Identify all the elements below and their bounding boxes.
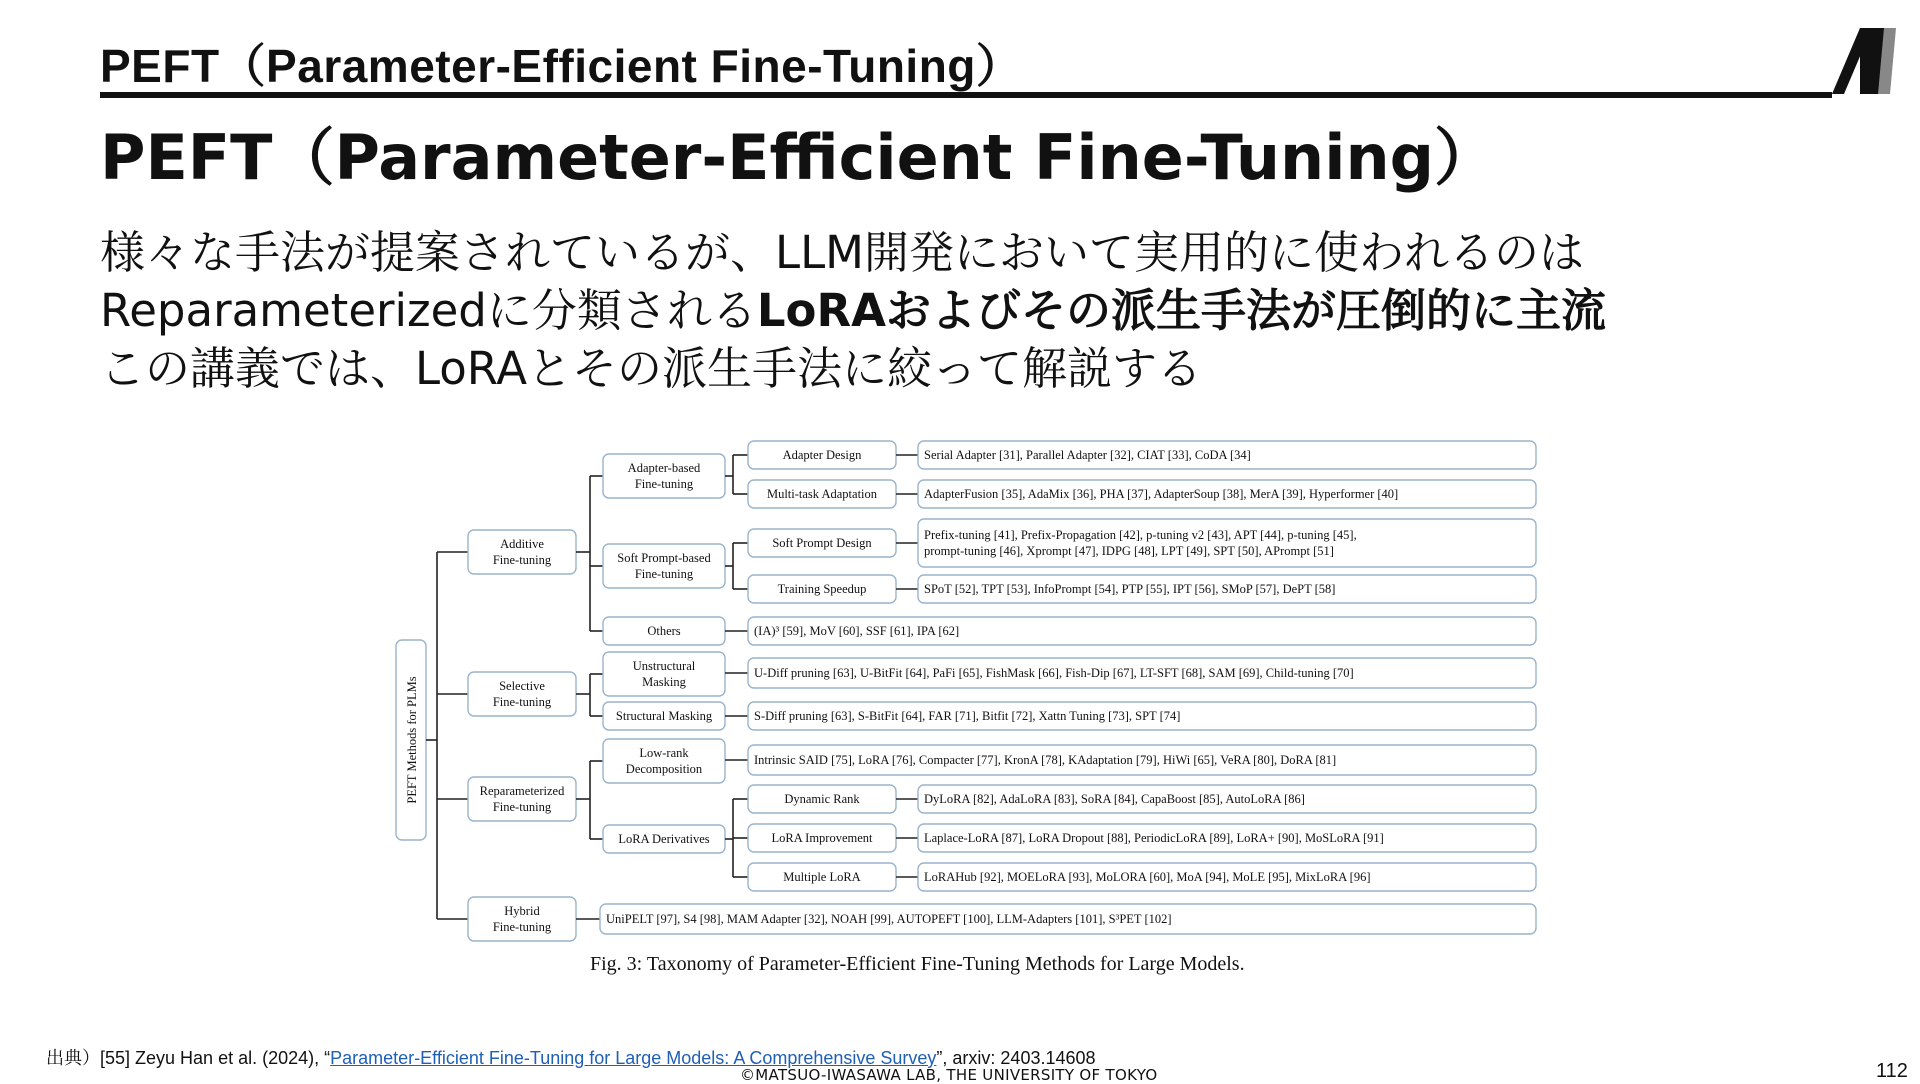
leaf-trainingspeedup — [918, 575, 1536, 603]
leaf-multitask-text: AdapterFusion [35], AdaMix [36], PHA [37], AdapterSoup [38], MerA [39], Hyperformer [40] — [924, 487, 1399, 501]
leaf-hybrid-text: UniPELT [97], S4 [98], MAM Adapter [32], NOAH [99], AUTOPEFT [100], LLM-Adapters [101], S³PET [102] — [606, 912, 1172, 926]
copyright: ©MATSUO-IWASAWA LAB, THE UNIVERSITY OF TOKYO — [740, 1066, 1158, 1084]
node-loraimprovement — [748, 824, 896, 852]
leaf-softpromptdesign-text: Prefix-tuning [41], Prefix-Propagation [42], p-tuning v2 [43], APT [44], p-tuning [45], — [924, 528, 1357, 542]
node-lowrank — [603, 739, 725, 783]
slide-title: PEFT（Parameter-Efficient Fine-Tuning） — [100, 121, 1496, 194]
node-adapterdesign-text: Adapter Design — [782, 448, 862, 462]
node-softpromptdesign-text: Soft Prompt Design — [772, 536, 872, 550]
node-multiplelora-text: Multiple LoRA — [783, 870, 861, 884]
node-others-text: Others — [647, 624, 681, 638]
leaf-loraimprovement-text: Laplace-LoRA [87], LoRA Dropout [88], PeriodicLoRA [89], LoRA+ [90], MoSLoRA [91] — [924, 831, 1384, 845]
leaf-unstructural-text: U-Diff pruning [63], U-BitFit [64], PaFi [65], FishMask [66], Fish-Dip [67], LT-SFT [68], SAM [69], Child-tuning [70] — [754, 666, 1354, 680]
node-hybrid-text: Hybrid — [504, 904, 540, 918]
node-hybrid — [468, 897, 576, 941]
figure-caption: Fig. 3: Taxonomy of Parameter-Efficient Fine-Tuning Methods for Large Models. — [590, 953, 1245, 975]
source-suffix: ”, arxiv: 2403.14608 — [936, 1048, 1096, 1068]
root-node-text: PEFT Methods for PLMs — [405, 676, 419, 804]
leaf-unstructural — [748, 658, 1536, 688]
root-node — [396, 640, 426, 840]
leaf-lowrank — [748, 745, 1536, 775]
node-adapter-text: Adapter-based — [627, 461, 701, 475]
node-structural — [603, 702, 725, 730]
node-loraimprovement-text: LoRA Improvement — [771, 831, 873, 845]
leaf-adapterdesign — [918, 441, 1536, 469]
node-selective-text: Selective — [499, 679, 545, 693]
leaf-hybrid — [600, 904, 1536, 934]
node-loraderiv-text: LoRA Derivatives — [618, 832, 710, 846]
node-others — [603, 617, 725, 645]
leaf-lowrank-text: Intrinsic SAID [75], LoRA [76], Compacter [77], KronA [78], KAdaptation [79], HiWi [65], VeRA [80], DoRA [81] — [754, 753, 1337, 767]
node-structural-text: Structural Masking — [615, 709, 713, 723]
leaf-others-text: (IA)³ [59], MoV [60], SSF [61], IPA [62] — [754, 624, 960, 638]
leaf-structural — [748, 702, 1536, 730]
node-dynamicrank-text: Dynamic Rank — [784, 792, 860, 806]
body-line-1: 様々な手法が提案されているが、LLM開発において実用的に使われるのは — [100, 226, 1584, 279]
node-selective-text: Fine-tuning — [492, 695, 552, 709]
node-softprompt-text: Fine-tuning — [634, 567, 694, 581]
node-reparameterized-text: Fine-tuning — [492, 800, 552, 814]
node-multitask-text: Multi-task Adaptation — [766, 487, 878, 501]
node-adapterdesign — [748, 441, 896, 469]
source-prefix: 出典）[55] Zeyu Han et al. (2024), “ — [46, 1048, 331, 1068]
leaf-trainingspeedup-text: SPoT [52], TPT [53], InfoPrompt [54], PTP [55], IPT [56], SMoP [57], DePT [58] — [924, 582, 1336, 596]
node-unstructural-text: Unstructural — [632, 659, 696, 673]
node-softprompt — [603, 544, 725, 588]
node-lowrank-text: Decomposition — [625, 762, 703, 776]
node-loraderiv — [603, 825, 725, 853]
node-unstructural-text: Masking — [642, 675, 686, 689]
body-line-3: この講義では、LoRAとその派生手法に絞って解説する — [100, 342, 1203, 395]
node-softprompt-text: Soft Prompt-based — [617, 551, 711, 565]
node-dynamicrank — [748, 785, 896, 813]
leaf-multitask — [918, 480, 1536, 508]
node-additive-text: Fine-tuning — [492, 553, 552, 567]
leaf-multiplelora — [918, 863, 1536, 891]
leaf-loraimprovement — [918, 824, 1536, 852]
node-hybrid-text: Fine-tuning — [492, 920, 552, 934]
leaf-dynamicrank-text: DyLoRA [82], AdaLoRA [83], SoRA [84], CapaBoost [85], AutoLoRA [86] — [924, 792, 1305, 806]
node-additive — [468, 530, 576, 574]
node-multitask — [748, 480, 896, 508]
node-reparameterized — [468, 777, 576, 821]
node-selective — [468, 672, 576, 716]
leaf-dynamicrank — [918, 785, 1536, 813]
leaf-adapterdesign-text: Serial Adapter [31], Parallel Adapter [32], CIAT [33], CoDA [34] — [924, 448, 1251, 462]
node-multiplelora — [748, 863, 896, 891]
node-reparameterized-text: Reparameterized — [479, 784, 565, 798]
node-softpromptdesign — [748, 529, 896, 557]
leaf-others — [748, 617, 1536, 645]
node-unstructural — [603, 652, 725, 696]
leaf-softpromptdesign-text: prompt-tuning [46], Xprompt [47], IDPG [48], LPT [49], SPT [50], APrompt [51] — [924, 544, 1334, 558]
leaf-structural-text: S-Diff pruning [63], S-BitFit [64], FAR [71], Bitfit [72], Xattn Tuning [73], SPT [74] — [754, 709, 1181, 723]
node-trainingspeedup-text: Training Speedup — [777, 582, 867, 596]
node-trainingspeedup — [748, 575, 896, 603]
page-number: 112 — [1876, 1060, 1908, 1082]
body-line-2-emphasis: LoRAおよびその派生手法が圧倒的に主流 — [756, 284, 1606, 337]
leaf-multiplelora-text: LoRAHub [92], MOELoRA [93], MoLORA [60], MoA [94], MoLE [95], MixLoRA [96] — [924, 870, 1371, 884]
node-lowrank-text: Low-rank — [639, 746, 689, 760]
node-adapter — [603, 454, 725, 498]
header-title: PEFT（Parameter-Efficient Fine-Tuning） — [100, 40, 1023, 92]
leaf-softpromptdesign — [918, 519, 1536, 567]
node-adapter-text: Fine-tuning — [634, 477, 694, 491]
body-line-2-prefix: Reparameterizedに分類される — [100, 284, 757, 337]
source-link[interactable]: Parameter-Efficient Fine-Tuning for Large Models: A Comprehensive Survey — [330, 1048, 937, 1068]
node-additive-text: Additive — [500, 537, 544, 551]
